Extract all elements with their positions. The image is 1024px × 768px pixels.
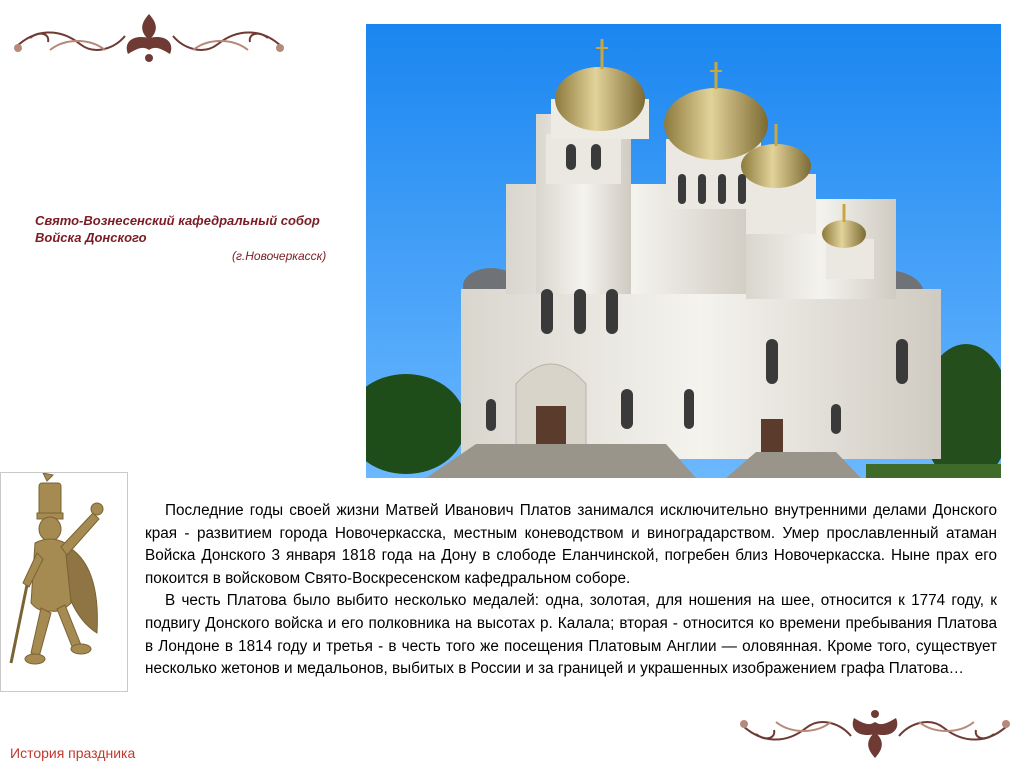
- cathedral-photo: [366, 24, 1001, 478]
- statue-image: [0, 472, 128, 692]
- footer-label: История праздника: [10, 745, 136, 761]
- paragraph-2: В честь Платова было выбито несколько медалей: одна, золотая, для ношения на шее, относится к 1774 году, к подвигу Донского войска и его полковника на высотах р. Калала; вторая - относится ко времени пребывания Платова в Лондоне в 1814 году и третья - в честь того же посещения Платовым Англии — оловянная. Кроме того, существует несколько жетонов и медальонов, выбитых в России и за границей и украшенных изображением графа Платова…: [145, 592, 997, 678]
- ornament-bottom: [736, 706, 1014, 764]
- caption-title-line1: Свято-Вознесенский кафедральный собор: [35, 213, 320, 228]
- main-text: [145, 500, 997, 681]
- photo-caption: [35, 212, 355, 246]
- caption-city: (г.Новочеркасск): [232, 249, 327, 263]
- ornament-top: [10, 8, 288, 66]
- paragraph-1: Последние годы своей жизни Матвей Иванович Платов занимался исключительно внутренними делами Донского края - развитием города Новочеркасска, местным коневодством и виноградарством. Умер прославленный атаман Войска Донского 3 января 1818 года на Дону в слободе Еланчинской, погребен близ Новочеркасска. Ныне прах его покоится в войсковом Свято-Воскресенском кафедральном соборе.: [145, 502, 997, 587]
- caption-title-line2: Войска Донского: [35, 230, 147, 245]
